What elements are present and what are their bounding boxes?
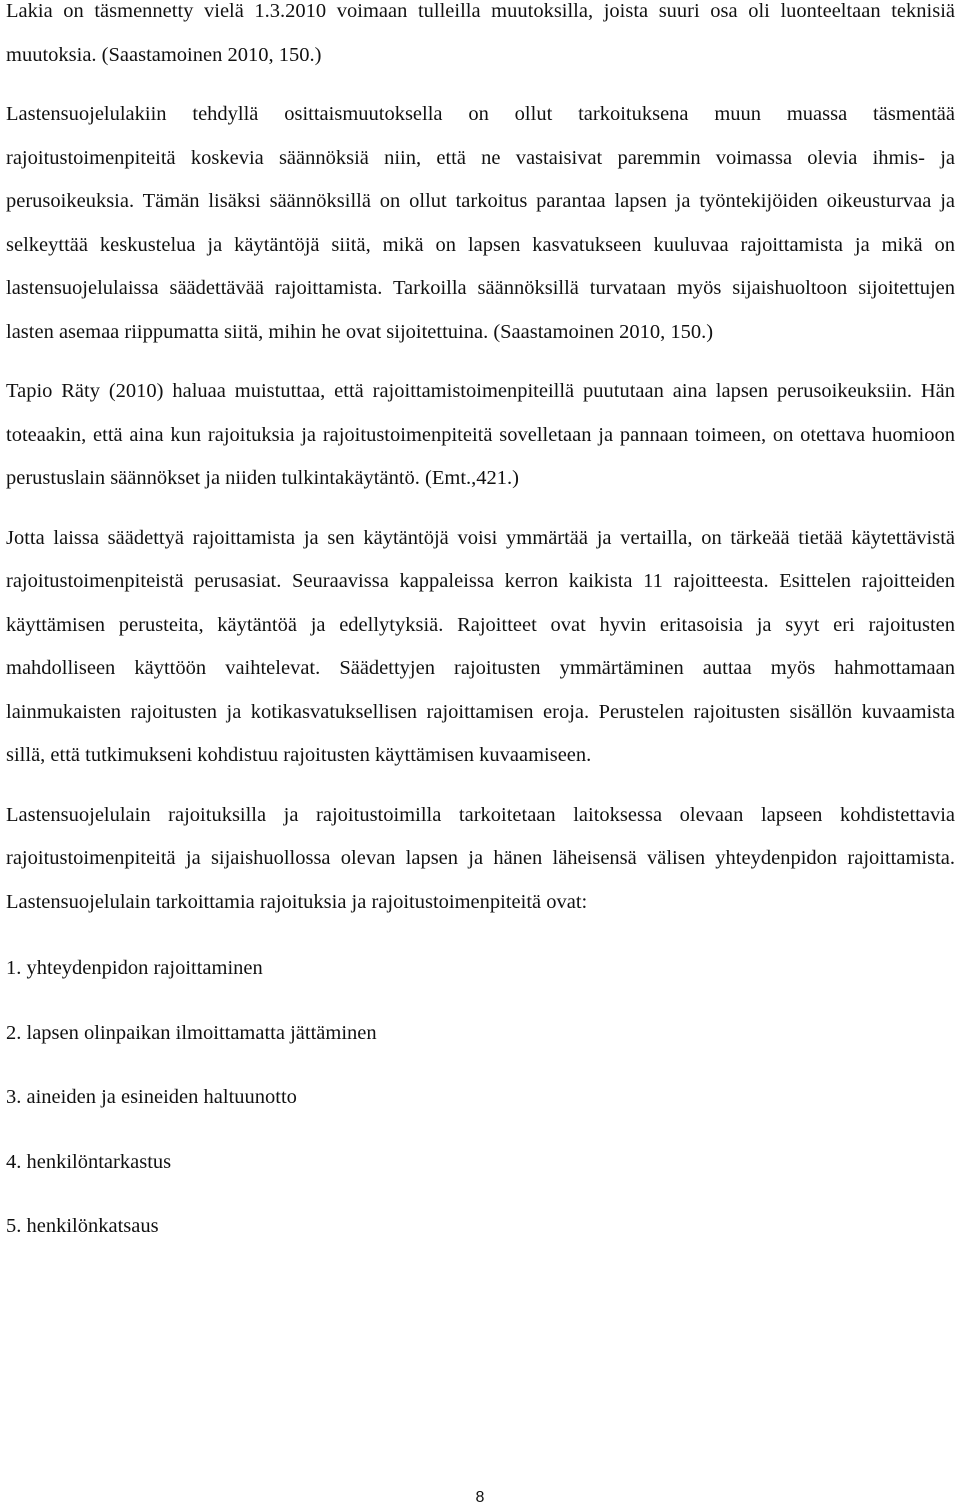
paragraph-spacer — [6, 778, 955, 794]
paragraph-partial-reform: Lastensuojelulakiin tehdyllä osittaismuutoksella on ollut tarkoituksena muun muassa täsmentää rajoitustoimenpiteitä koskevia säännöksiä niin, että ne vastaisivat paremmin voimassa olevia ihmis- ja perusoikeuksia. Tämän lisäksi säännöksillä on ollut tarkoitus parantaa lapsen ja työntekijöiden oikeusturvaa ja selkeyttää keskustelua ja käytäntöjä siitä, mikä on lapsen kasvatukseen kuuluvaa rajoittamista ja mikä on lastensuojelulaissa säädettävää rajoittamista. Tarkoilla säännöksillä turvataan myös sijaishuoltoon sijoitettujen lasten asemaa riippumatta siitä, mihin he ovat sijoitettuina. (Saastamoinen 2010, 150.) — [6, 103, 955, 343]
list-item: 4. henkilöntarkastus — [6, 1150, 172, 1173]
paragraph-spacer — [6, 354, 955, 370]
page-number: 8 — [475, 1489, 485, 1506]
paragraph-amendment: Lakia on täsmennetty vielä 1.3.2010 voimaan tulleilla muutoksilla, joista suuri osa oli luonteeltaan teknisiä muutoksia. (Saastamoinen 2010, 150.) — [6, 0, 955, 66]
document-page — [6, 0, 955, 1259]
paragraph-restrictions-overview: Jotta laissa säädettyä rajoittamista ja sen käytäntöjä voisi ymmärtää ja vertailla, on tärkeää tietää käytettävistä rajoitustoimenpiteistä perusasiat. Seuraavissa kappaleissa kerron kaikista 11 rajoitteesta. Esittelen rajoitteiden käyttämisen perusteita, käytäntöä ja edellytyksiä. Rajoitteet ovat hyvin eritasoisia ja syyt eri rajoitusten mahdolliseen käyttöön vaihtelevat. Säädettyjen rajoitusten ymmärtäminen auttaa myös hahmottamaan lainmukaisten rajoitusten ja kotikasvatuksellisen rajoittamisen eroja. Perustelen rajoitusten sisällön kuvaamista sillä, että tutkimukseni kohdistuu rajoitusten käyttämisen kuvaamiseen. — [6, 526, 955, 766]
list-item: 5. henkilönkatsaus — [6, 1215, 159, 1237]
paragraph-raty: Tapio Räty (2010) haluaa muistuttaa, että rajoittamistoimenpiteillä puututaan aina lapsen perusoikeuksiin. Hän toteaakin, että aina kun rajoituksia ja rajoitustoimenpiteitä sovelletaan ja pannaan toimeen, on otettava huomioon perustuslain säännökset ja niiden tulkintakäytäntö. (Emt.,421.) — [6, 380, 955, 489]
restriction-list-wrapper — [6, 936, 955, 1259]
paragraph-restriction-definition: Lastensuojelulain rajoituksilla ja rajoitustoimilla tarkoitetaan laitoksessa olevaan lapseen kohdistettavia rajoitustoimenpiteitä ja sijaishuollossa olevan lapsen ja hänen läheisensä välisen yhteydenpidon rajoittamista. Lastensuojelulain tarkoittamia rajoituksia ja rajoitustoimenpiteitä ovat: — [6, 803, 955, 913]
restriction-list — [6, 936, 955, 1259]
list-item: 3. aineiden ja esineiden haltuunotto — [6, 1086, 297, 1108]
paragraph-spacer — [6, 77, 955, 93]
list-item: 1. yhteydenpidon rajoittaminen — [6, 957, 263, 979]
paragraph-spacer — [6, 501, 955, 517]
list-item: 2. lapsen olinpaikan ilmoittamatta jättäminen — [6, 1021, 377, 1044]
